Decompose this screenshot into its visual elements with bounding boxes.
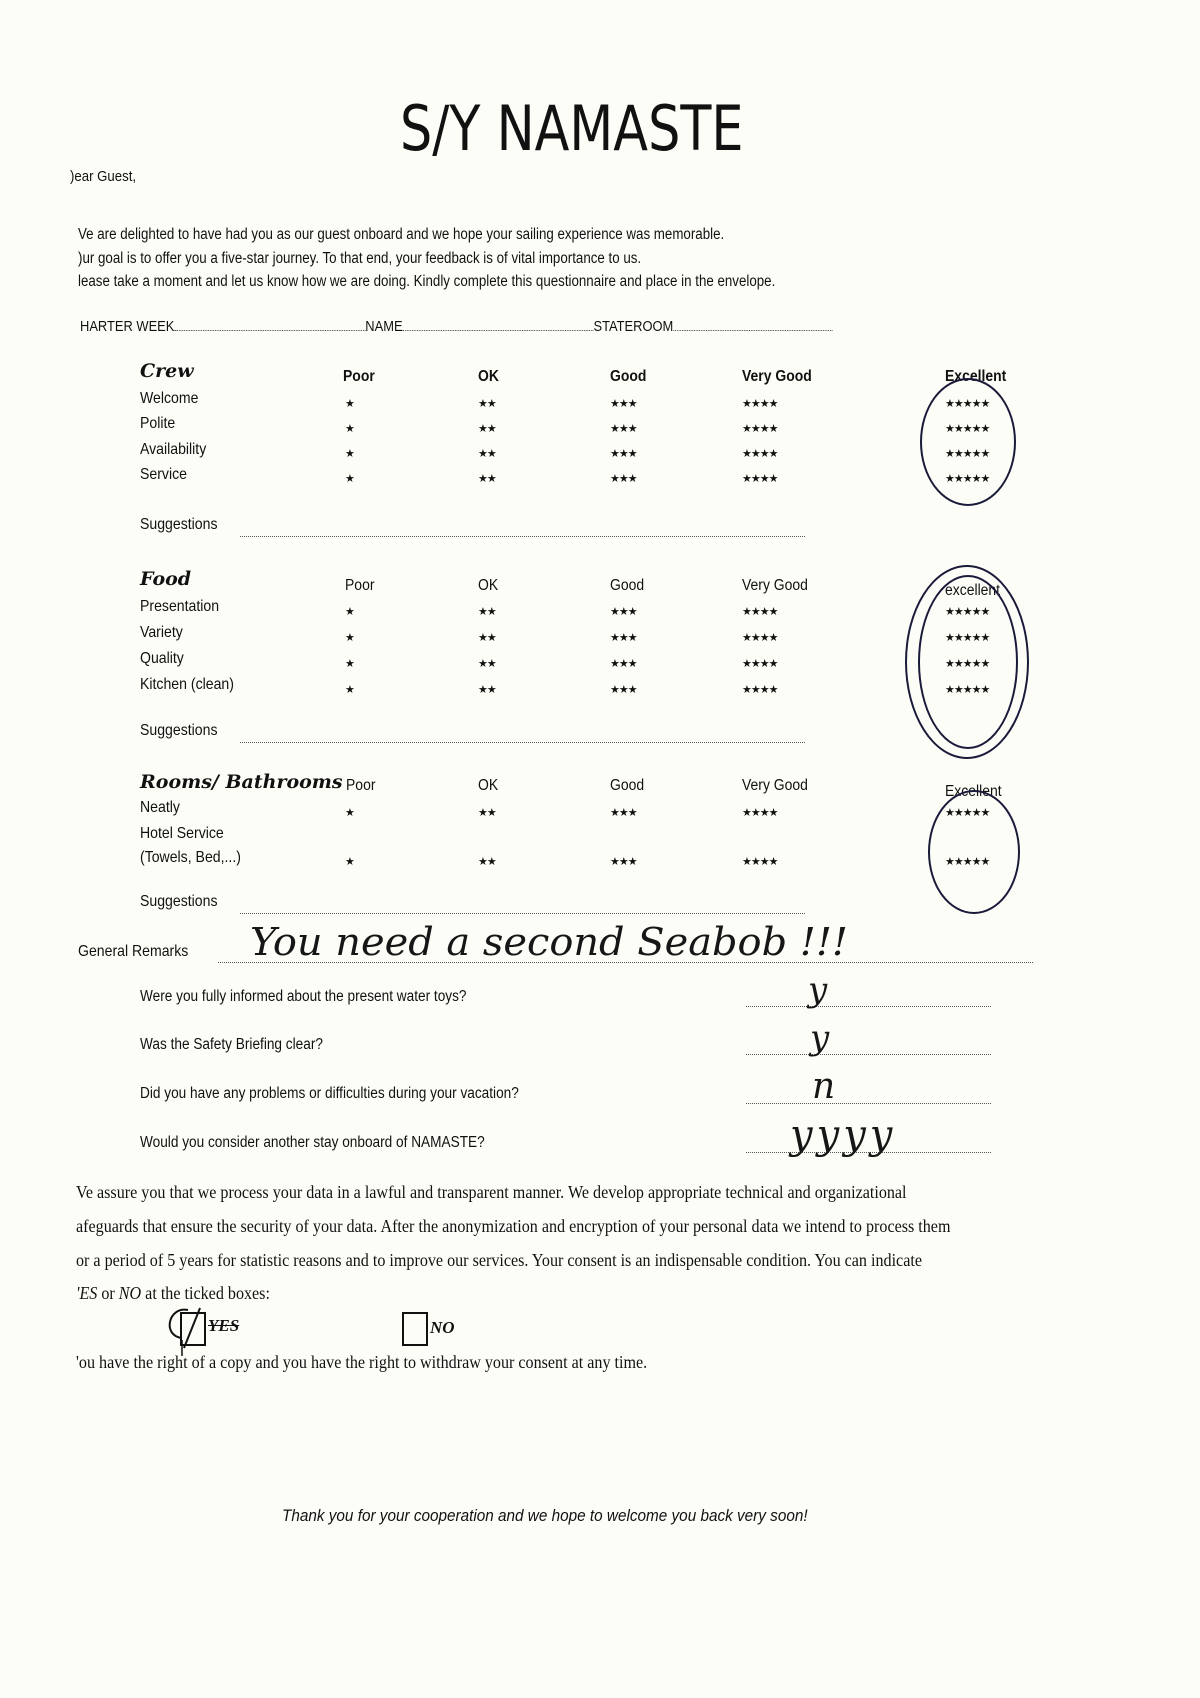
name-label: NAME <box>365 318 403 335</box>
col-ok: OK <box>478 368 499 385</box>
food-rating-1-stars[interactable]: ★ <box>345 658 354 670</box>
rights-notice: 'ou have the right of a copy and you have the right to withdraw your consent at any time. <box>76 1352 648 1372</box>
rooms-row-towels-bed: (Towels, Bed,...) <box>140 849 241 866</box>
check-mark-icon <box>160 1300 210 1360</box>
crew-rating-2-stars[interactable]: ★★ <box>478 398 496 410</box>
food-rating-2-stars[interactable]: ★★ <box>478 606 496 618</box>
col-very-good: Very Good <box>742 777 808 794</box>
col-very-good: Very Good <box>742 368 812 385</box>
rooms-suggestions-label: Suggestions <box>140 893 218 910</box>
answer-water-toys: y <box>808 970 828 1010</box>
intro-line-1: Ve are delighted to have had you as our guest onboard and we hope your sailing experience was memorable. <box>78 226 725 243</box>
intro-line-2: )ur goal is to offer you a five-star journey. To that end, your feedback is of vital importance to us. <box>78 250 642 267</box>
crew-rating-5-stars[interactable]: ★★★★★ <box>945 398 990 410</box>
food-rating-4-stars[interactable]: ★★★★ <box>742 606 778 618</box>
consent-suffix: at the ticked boxes: <box>145 1283 270 1303</box>
col-ok: OK <box>478 777 499 794</box>
intro-line-3: lease take a moment and let us know how we are doing. Kindly complete this questionnaire and place in the envelope. <box>78 273 776 290</box>
rooms-rating-4-stars[interactable]: ★★★★ <box>742 807 778 819</box>
col-good: Good <box>610 777 645 794</box>
legal-line-2: afeguards that ensure the security of your data. After the anonymization and encryption of your personal data we intend to process them <box>76 1216 951 1236</box>
col-good: Good <box>610 368 647 385</box>
consent-no-word: NO <box>118 1283 142 1303</box>
crew-rating-3-stars[interactable]: ★★★ <box>610 473 637 485</box>
food-rating-4-stars[interactable]: ★★★★ <box>742 658 778 670</box>
consent-yes-label: YES <box>208 1316 240 1335</box>
food-rating-3-stars[interactable]: ★★★ <box>610 606 637 618</box>
food-rating-4-stars[interactable]: ★★★★ <box>742 684 778 696</box>
crew-rating-4-stars[interactable]: ★★★★ <box>742 423 778 435</box>
col-good: Good <box>610 577 645 594</box>
crew-rating-1-stars[interactable]: ★ <box>345 423 354 435</box>
food-rating-1-stars[interactable]: ★ <box>345 684 354 696</box>
crew-rating-4-stars[interactable]: ★★★★ <box>742 473 778 485</box>
food-row-kitchen: Kitchen (clean) <box>140 676 234 693</box>
crew-rating-1-stars[interactable]: ★ <box>345 473 354 485</box>
page-title: S/Y NAMASTE <box>400 92 744 165</box>
stateroom-label: STATEROOM <box>593 318 674 335</box>
crew-rating-3-stars[interactable]: ★★★ <box>610 398 637 410</box>
food-rating-5-stars[interactable]: ★★★★★ <box>945 606 990 618</box>
legal-line-3: or a period of 5 years for statistic reasons and to improve our services. Your consent is an indispensable condition. You can indicate <box>76 1250 922 1270</box>
rooms-rating-5-stars[interactable]: ★★★★★ <box>945 807 990 819</box>
consent-or-word: or <box>101 1283 115 1303</box>
section-title-crew: Crew <box>140 360 194 382</box>
col-very-good: Very Good <box>742 577 808 594</box>
food-rating-2-stars[interactable]: ★★ <box>478 684 496 696</box>
crew-rating-3-stars[interactable]: ★★★ <box>610 423 637 435</box>
name-field[interactable] <box>403 318 594 331</box>
crew-row-availability: Availability <box>140 441 207 458</box>
answer-safety-briefing: y <box>810 1018 830 1058</box>
answer-another-stay: yyyy <box>790 1112 897 1158</box>
crew-rating-1-stars[interactable]: ★ <box>345 398 354 410</box>
food-rating-3-stars[interactable]: ★★★ <box>610 684 637 696</box>
general-remarks-handwriting: You need a second Seabob !!! <box>250 920 848 964</box>
col-poor: Poor <box>345 577 375 594</box>
answer-field-safety-briefing[interactable] <box>746 1054 991 1055</box>
greeting: )ear Guest, <box>70 168 137 185</box>
food-rating-3-stars[interactable]: ★★★ <box>610 658 637 670</box>
crew-rating-5-stars[interactable]: ★★★★★ <box>945 423 990 435</box>
crew-suggestions-field[interactable] <box>240 536 805 537</box>
food-rating-5-stars[interactable]: ★★★★★ <box>945 632 990 644</box>
rooms-rating-1-stars[interactable]: ★ <box>345 807 354 819</box>
col-ok: OK <box>478 577 499 594</box>
section-title-food: Food <box>140 568 192 590</box>
food-row-quality: Quality <box>140 650 184 667</box>
answer-problems: n <box>812 1066 836 1107</box>
crew-rating-3-stars[interactable]: ★★★ <box>610 448 637 460</box>
header-fields <box>80 318 832 335</box>
crew-row-welcome: Welcome <box>140 390 199 407</box>
crew-rating-1-stars[interactable]: ★ <box>345 448 354 460</box>
consent-yes-word: 'ES <box>76 1283 98 1303</box>
food-rating-1-stars[interactable]: ★ <box>345 632 354 644</box>
question-another-stay: Would you consider another stay onboard of NAMASTE? <box>140 1134 485 1151</box>
food-rating-2-stars[interactable]: ★★ <box>478 632 496 644</box>
rooms-rating-3-stars[interactable]: ★★★ <box>610 856 637 868</box>
col-excellent: Excellent <box>945 368 1007 385</box>
food-rating-1-stars[interactable]: ★ <box>345 606 354 618</box>
crew-rating-4-stars[interactable]: ★★★★ <box>742 448 778 460</box>
food-suggestions-label: Suggestions <box>140 722 218 739</box>
legal-line-1: Ve assure you that we process your data in a lawful and transparent manner. We develop appropriate technical and organizational <box>76 1182 907 1202</box>
excellent-circle-mark <box>918 575 1018 749</box>
excellent-circle-mark <box>920 378 1016 506</box>
rooms-rating-1-stars[interactable]: ★ <box>345 856 354 868</box>
question-problems: Did you have any problems or difficulties during your vacation? <box>140 1085 519 1102</box>
question-water-toys: Were you fully informed about the present water toys? <box>140 988 467 1005</box>
crew-rating-5-stars[interactable]: ★★★★★ <box>945 448 990 460</box>
stateroom-field[interactable] <box>673 318 832 331</box>
rooms-rating-3-stars[interactable]: ★★★ <box>610 807 637 819</box>
rooms-row-neatly: Neatly <box>140 799 180 816</box>
section-title-rooms: Rooms/ Bathrooms <box>140 771 343 793</box>
general-remarks-label: General Remarks <box>78 943 189 960</box>
rooms-rating-4-stars[interactable]: ★★★★ <box>742 856 778 868</box>
consent-no-label: NO <box>430 1318 455 1337</box>
crew-rating-4-stars[interactable]: ★★★★ <box>742 398 778 410</box>
food-rating-3-stars[interactable]: ★★★ <box>610 632 637 644</box>
crew-rating-2-stars[interactable]: ★★ <box>478 448 496 460</box>
charter-week-field[interactable] <box>174 318 365 331</box>
rooms-rating-2-stars[interactable]: ★★ <box>478 807 496 819</box>
col-excellent: excellent <box>945 582 1001 599</box>
col-excellent: Excellent <box>945 783 1002 800</box>
rooms-row-hotel-service: Hotel Service <box>140 825 224 842</box>
food-suggestions-field[interactable] <box>240 742 805 743</box>
crew-rating-5-stars[interactable]: ★★★★★ <box>945 473 990 485</box>
food-rating-5-stars[interactable]: ★★★★★ <box>945 684 990 696</box>
food-row-variety: Variety <box>140 624 183 641</box>
crew-suggestions-label: Suggestions <box>140 516 218 533</box>
question-safety-briefing: Was the Safety Briefing clear? <box>140 1036 323 1053</box>
crew-rating-2-stars[interactable]: ★★ <box>478 423 496 435</box>
excellent-circle-mark <box>928 790 1020 914</box>
thank-you-note: Thank you for your cooperation and we hope to welcome you back very soon! <box>282 1506 808 1525</box>
rooms-rating-5-stars[interactable]: ★★★★★ <box>945 856 990 868</box>
charter-week-label: HARTER WEEK <box>80 318 175 335</box>
col-poor: Poor <box>343 368 375 385</box>
answer-field-water-toys[interactable] <box>746 1006 991 1007</box>
food-rating-5-stars[interactable]: ★★★★★ <box>945 658 990 670</box>
crew-rating-2-stars[interactable]: ★★ <box>478 473 496 485</box>
consent-no-checkbox[interactable] <box>402 1312 428 1346</box>
food-rating-2-stars[interactable]: ★★ <box>478 658 496 670</box>
rooms-rating-2-stars[interactable]: ★★ <box>478 856 496 868</box>
col-poor: Poor <box>346 777 376 794</box>
crew-row-service: Service <box>140 466 187 483</box>
food-rating-4-stars[interactable]: ★★★★ <box>742 632 778 644</box>
answer-field-problems[interactable] <box>746 1103 991 1104</box>
crew-row-polite: Polite <box>140 415 176 432</box>
food-row-presentation: Presentation <box>140 598 220 615</box>
rooms-suggestions-field[interactable] <box>240 913 805 914</box>
